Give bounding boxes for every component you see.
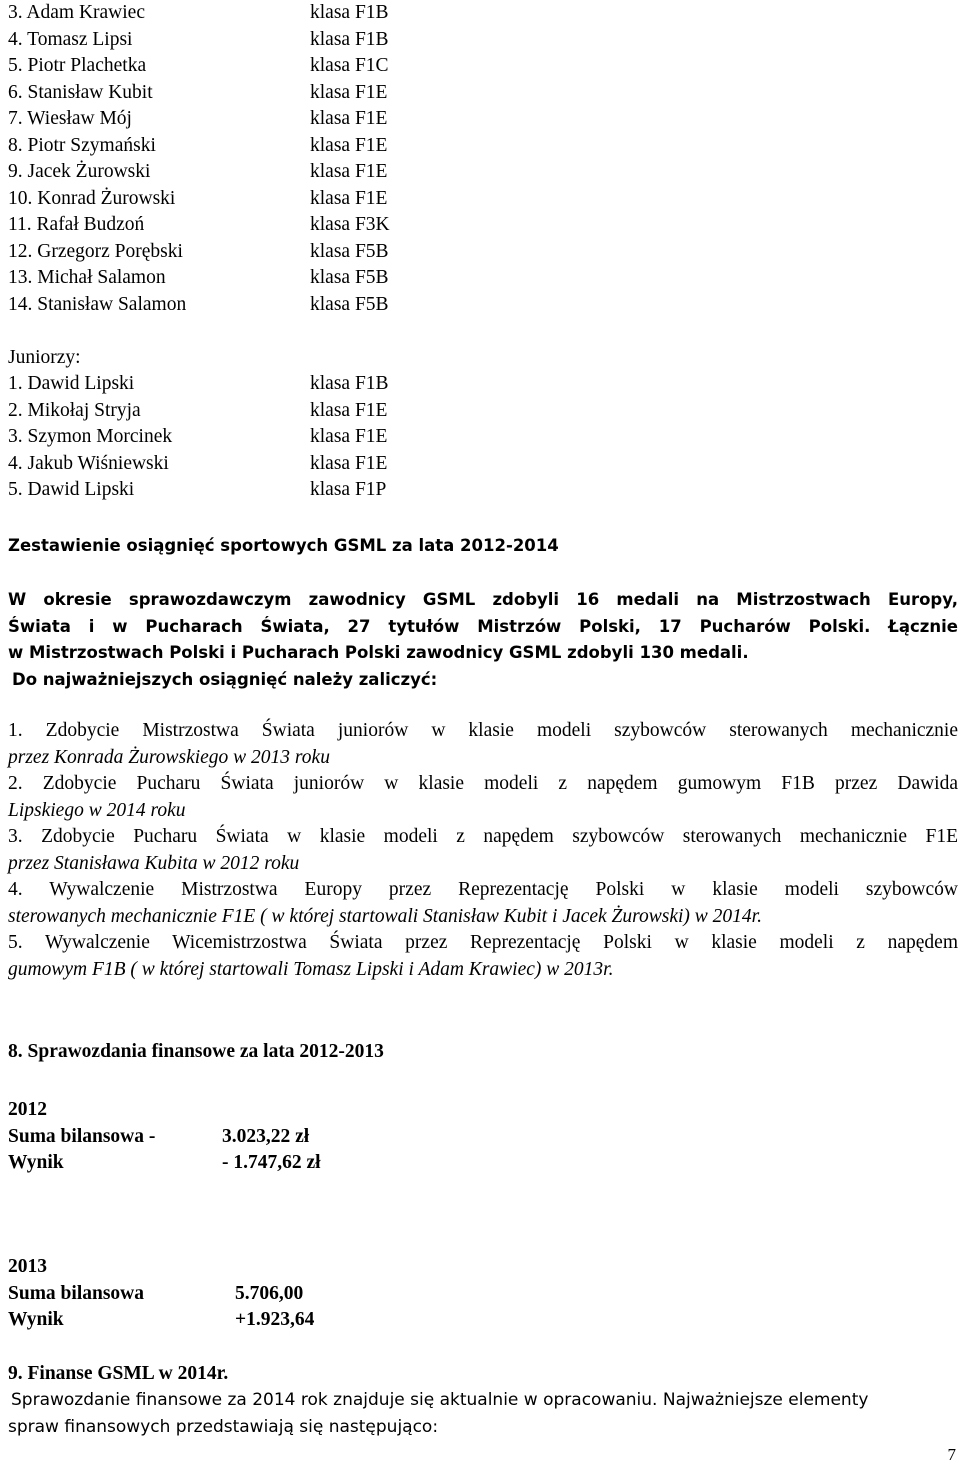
competitor-name: 2. Mikołaj Stryja	[8, 399, 141, 421]
balance-label: Suma bilansowa	[8, 1282, 145, 1304]
list-item	[8, 239, 948, 266]
competitor-name: 11. Rafał Budzoń	[8, 214, 145, 235]
section-heading: 9. Finanse GSML w 2014r.	[8, 1363, 229, 1384]
competitor-class: klasa F5B	[310, 240, 389, 262]
competitor-class: klasa F1E	[310, 161, 388, 182]
result-value: - 1.747,62 zł	[222, 1152, 321, 1173]
competitor-name: 5. Dawid Lipski	[8, 479, 135, 500]
list-item	[8, 80, 948, 107]
finance-2014-section	[8, 1361, 958, 1440]
achievements-summary	[8, 587, 958, 693]
competitor-name: 13. Michał Salamon	[8, 267, 166, 288]
achievement-line: 1. Zdobycie Mistrzostwa Świata juniorów w klasie modeli szybowców sterowanych mechanicznie	[8, 720, 958, 741]
achievement-line: Lipskiego w 2014 roku	[8, 799, 186, 821]
competitor-name: 7. Wiesław Mój	[8, 108, 132, 129]
competitor-name: 1. Dawid Lipski	[8, 373, 135, 394]
balance-value: 3.023,22 zł	[222, 1125, 310, 1147]
list-item	[8, 133, 948, 160]
competitor-class: klasa F1B	[310, 373, 389, 394]
list-item	[8, 106, 948, 133]
summary-line: W okresie sprawozdawczym zawodnicy GSML zdobyli 16 medali na Mistrzostwach Europy,	[8, 590, 958, 609]
competitor-name: 4. Tomasz Lipsi	[8, 28, 133, 50]
competitor-class: klasa F1E	[310, 134, 388, 156]
finance-year: 2012	[8, 1099, 47, 1120]
competitor-class: klasa F3K	[310, 214, 390, 235]
summary-line: Do najważniejszych osiągnięć należy zaliczyć:	[12, 669, 438, 689]
competitor-name: 3. Adam Krawiec	[8, 2, 145, 23]
list-item	[8, 451, 948, 478]
result-label: Wynik	[8, 1152, 64, 1173]
competitor-name: 12. Grzegorz Porębski	[8, 240, 183, 262]
achievements-heading: Zestawienie osiągnięć sportowych GSML za lata 2012-2014	[8, 536, 559, 555]
competitor-class: klasa F5B	[310, 293, 389, 315]
finance-heading: 8. Sprawozdania finansowe za lata 2012-2013	[8, 1041, 384, 1062]
finance-year: 2013	[8, 1256, 47, 1277]
competitor-name: 5. Piotr Plachetka	[8, 55, 147, 76]
competitor-name: 10. Konrad Żurowski	[8, 187, 176, 209]
achievement-line: 4. Wywalczenie Mistrzostwa Europy przez Reprezentację Polski w klasie modeli szybowców	[8, 879, 958, 900]
list-item	[8, 27, 948, 54]
competitor-name: 9. Jacek Żurowski	[8, 161, 151, 182]
spacer	[8, 318, 948, 345]
competitor-class: klasa F1E	[310, 399, 388, 421]
balance-label: Suma bilansowa -	[8, 1125, 156, 1147]
competitor-class: klasa F5B	[310, 267, 389, 288]
competitor-name: 14. Stanisław Salamon	[8, 293, 187, 315]
competitor-class: klasa F1B	[310, 28, 389, 50]
competitor-name: 3. Szymon Morcinek	[8, 426, 173, 447]
section-text	[8, 1387, 958, 1440]
summary-line: w Mistrzostwach Polski i Pucharach Polski zawodnicy GSML zdobyli 130 medali.	[8, 643, 749, 662]
competitor-name: 8. Piotr Szymański	[8, 134, 156, 156]
list-item	[8, 371, 948, 398]
achievement-line: 2. Zdobycie Pucharu Świata juniorów w klasie modeli z napędem gumowym F1B przez Dawida	[8, 773, 958, 794]
achievement-line: gumowym F1B ( w której startowali Tomasz Lipski i Adam Krawiec) w 2013r.	[8, 958, 614, 980]
competitor-class: klasa F1E	[310, 187, 388, 209]
result-label: Wynik	[8, 1309, 64, 1330]
competitor-class: klasa F1E	[310, 108, 388, 129]
list-item	[8, 424, 948, 451]
competitor-name: 6. Stanisław Kubit	[8, 81, 153, 103]
achievement-line: 5. Wywalczenie Wicemistrzostwa Świata przez Reprezentację Polski w klasie modeli z napędem	[8, 932, 958, 953]
list-item	[8, 0, 948, 27]
competitor-class: klasa F1C	[310, 55, 389, 76]
competitor-class: klasa F1E	[310, 452, 388, 474]
balance-value: 5.706,00	[235, 1282, 304, 1304]
competitor-class: klasa F1P	[310, 479, 387, 500]
list-item	[8, 186, 948, 213]
text-line: Sprawozdanie finansowe za 2014 rok znajduje się aktualnie w opracowaniu. Najważniejsze elementy	[11, 1390, 869, 1410]
competitor-class: klasa F1E	[310, 81, 388, 103]
list-item	[8, 159, 948, 186]
achievements-list	[8, 718, 958, 983]
competitor-class: klasa F1E	[310, 426, 388, 447]
list-item	[8, 398, 948, 425]
page-number: 7	[947, 1445, 956, 1464]
achievement-line: przez Stanisława Kubita w 2012 roku	[8, 852, 300, 874]
list-item	[8, 265, 948, 292]
list-item	[8, 53, 948, 80]
list-item	[8, 212, 948, 239]
text-line: spraw finansowych przedstawiają się następująco:	[8, 1416, 439, 1437]
summary-line: Świata i w Pucharach Świata, 27 tytułów Mistrzów Polski, 17 Pucharów Polski. Łącznie	[8, 616, 958, 636]
achievement-line: przez Konrada Żurowskiego w 2013 roku	[8, 746, 330, 768]
competitor-class: klasa F1B	[310, 2, 389, 23]
juniors-label: Juniorzy:	[8, 346, 81, 368]
list-item	[8, 292, 948, 319]
achievement-line: 3. Zdobycie Pucharu Świata w klasie modeli z napędem szybowców sterowanych mechanicznie F1E	[8, 826, 958, 847]
achievement-line: sterowanych mechanicznie F1E ( w której startowali Stanisław Kubit i Jacek Żurowski) w 2014r.	[8, 905, 762, 927]
competitor-list	[8, 0, 948, 504]
result-value: +1.923,64	[235, 1309, 315, 1330]
competitor-name: 4. Jakub Wiśniewski	[8, 452, 169, 474]
list-item	[8, 477, 948, 504]
